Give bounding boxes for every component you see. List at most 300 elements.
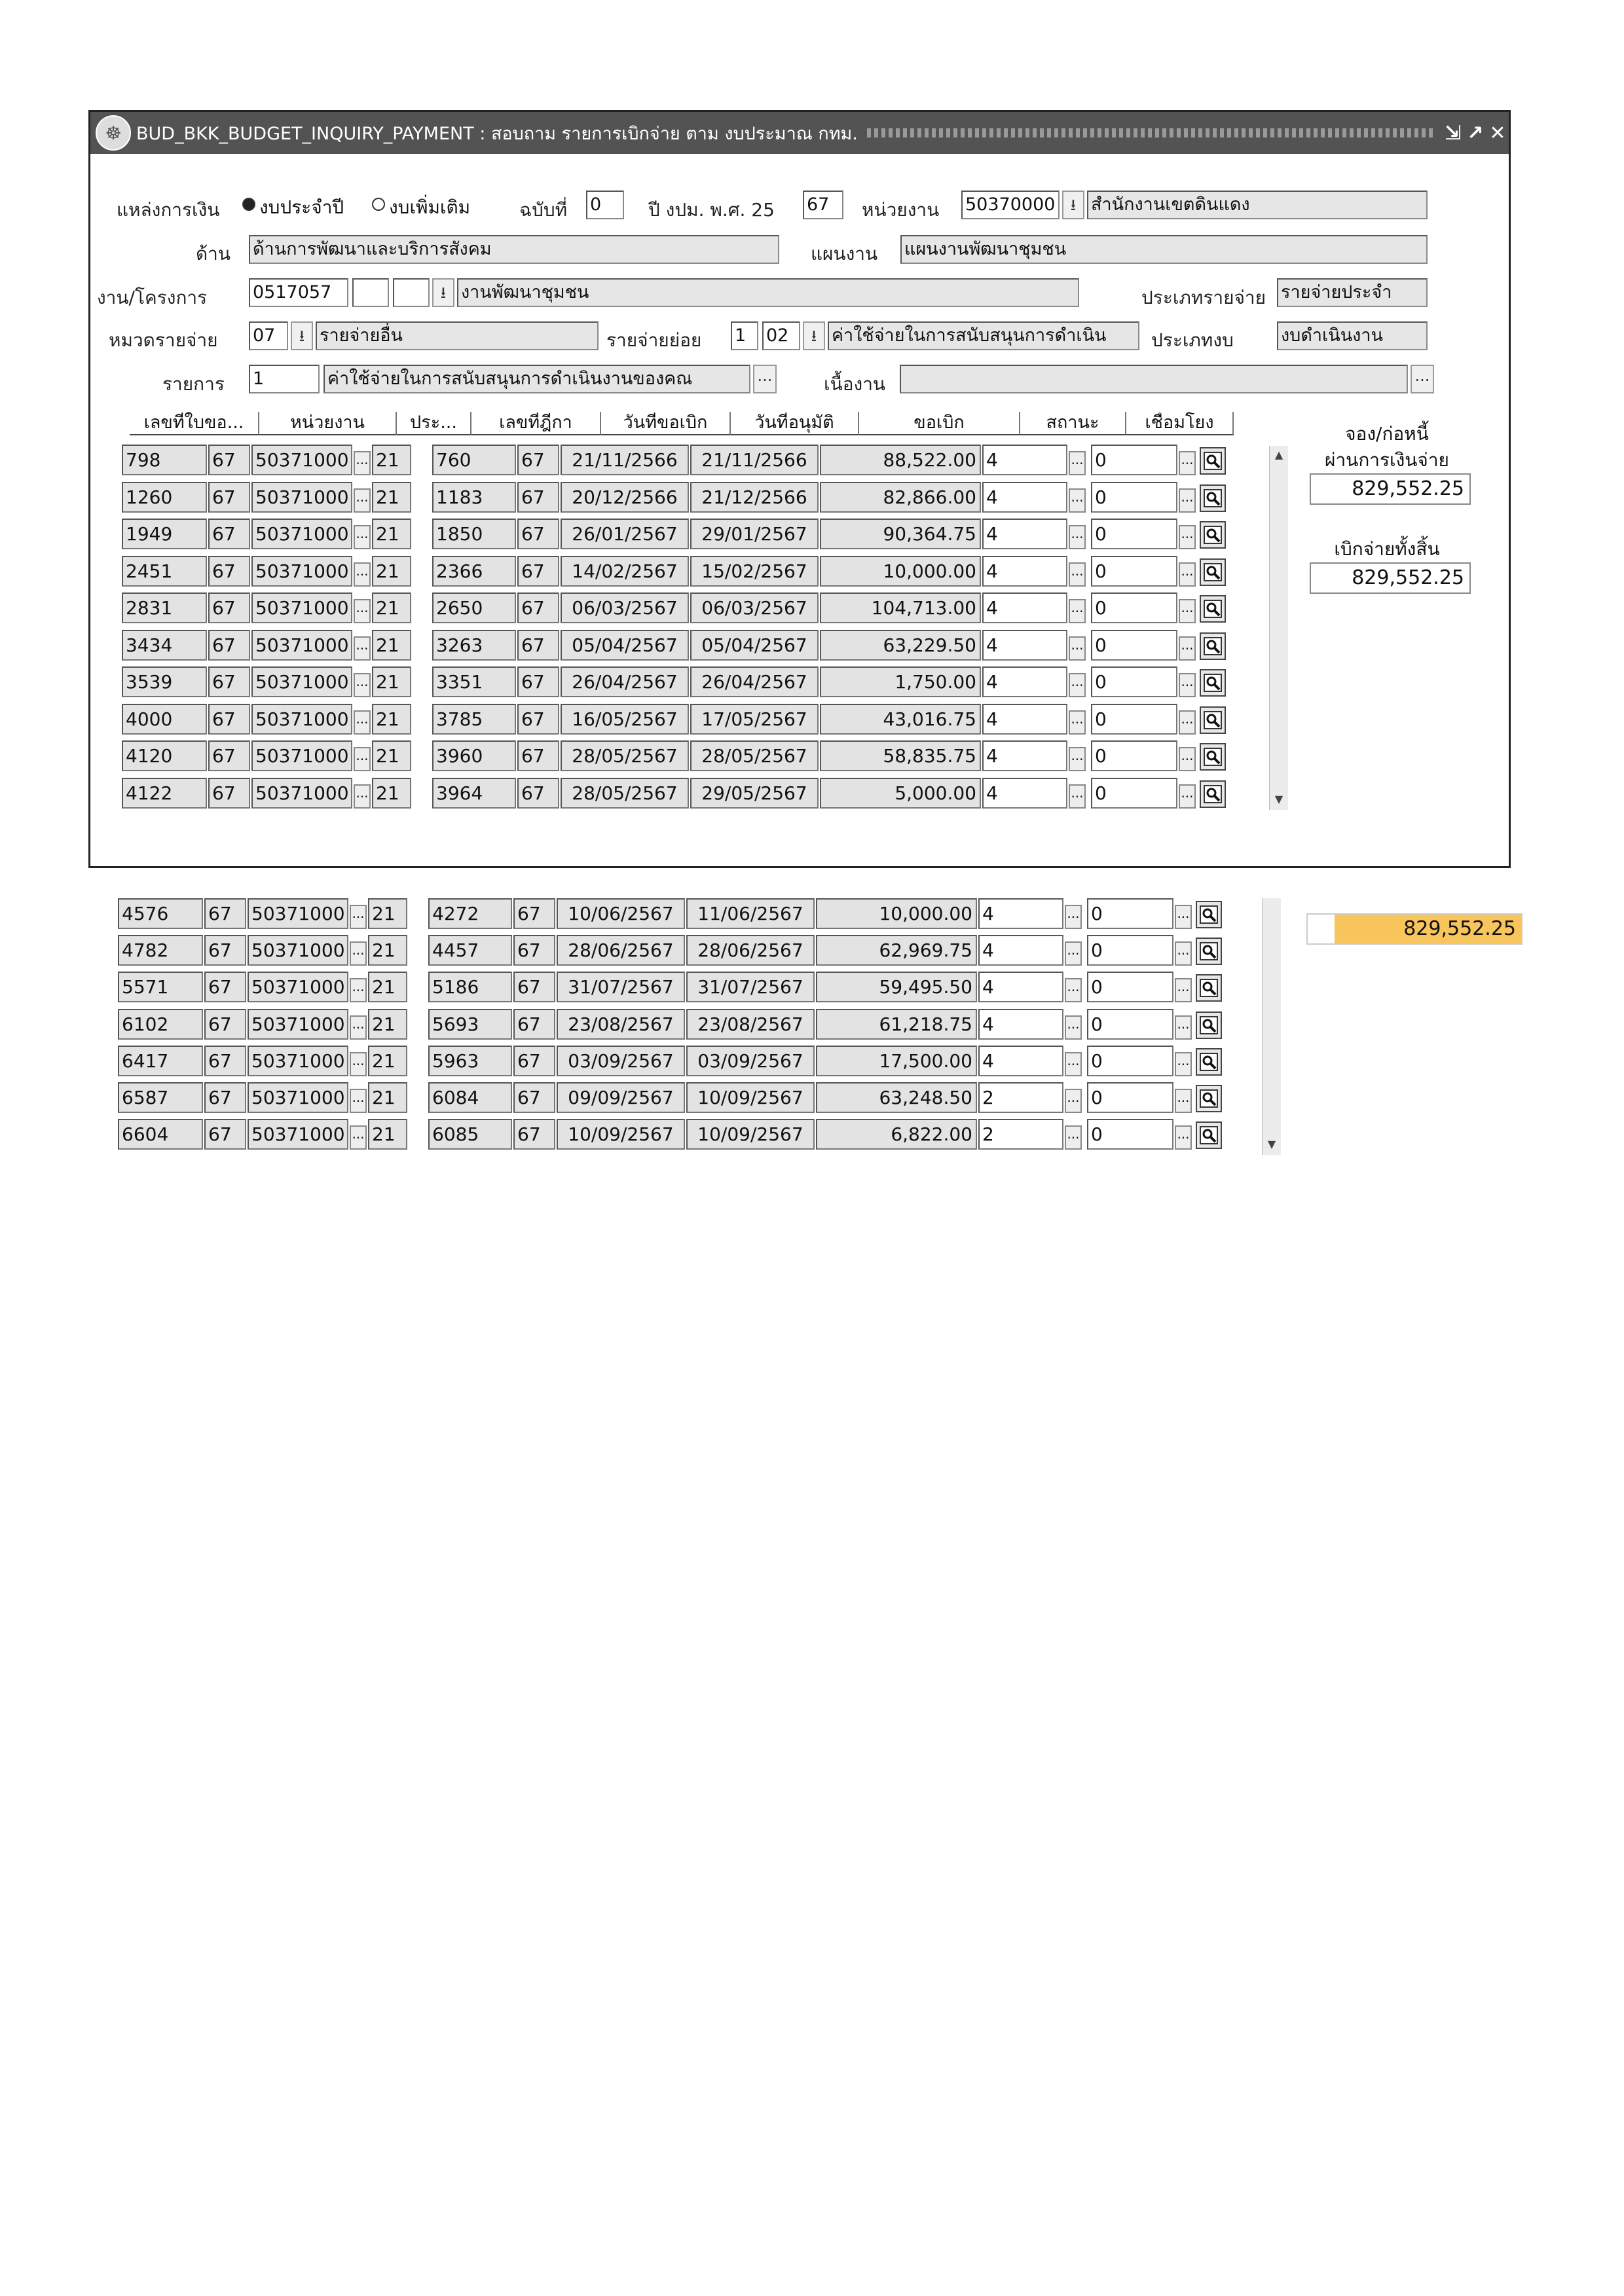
- table-cell[interactable]: 6085: [428, 1119, 512, 1150]
- table-cell[interactable]: 67: [208, 666, 250, 697]
- row-lov-button[interactable]: ...: [354, 636, 371, 661]
- magnifier-icon[interactable]: [1200, 484, 1226, 512]
- row-lov-button[interactable]: ...: [354, 525, 371, 549]
- table-cell[interactable]: 4120: [122, 740, 207, 771]
- table-cell[interactable]: 50371000: [251, 630, 352, 661]
- magnifier-icon[interactable]: [1200, 447, 1226, 475]
- table-cell[interactable]: 28/05/2567: [690, 740, 819, 771]
- table-cell[interactable]: 67: [517, 592, 559, 623]
- minimize-icon[interactable]: ⇲: [1445, 121, 1462, 145]
- table-cell[interactable]: 21: [368, 1119, 407, 1150]
- table-cell[interactable]: 67: [208, 445, 250, 475]
- magnifier-icon[interactable]: [1200, 521, 1226, 549]
- unit-dropdown-icon[interactable]: ⭳: [1062, 191, 1084, 219]
- table-cell[interactable]: 67: [208, 592, 250, 623]
- table-row[interactable]: [118, 1046, 1270, 1078]
- table-cell[interactable]: 20/12/2566: [561, 482, 689, 513]
- table-cell[interactable]: 0: [1087, 1046, 1173, 1076]
- col-header-link[interactable]: เชื่อมโยง: [1126, 412, 1234, 435]
- row-lov-button[interactable]: ...: [1179, 562, 1196, 587]
- table-cell[interactable]: 4: [982, 704, 1067, 735]
- table-cell[interactable]: 67: [513, 972, 555, 1002]
- table-cell[interactable]: 26/04/2567: [690, 666, 819, 697]
- table-cell[interactable]: 4122: [122, 778, 207, 809]
- project-sub-field-1[interactable]: [352, 278, 389, 307]
- col-header-unit[interactable]: หน่วยงาน: [259, 412, 397, 435]
- table-cell[interactable]: 67: [208, 556, 250, 587]
- table-cell[interactable]: 21: [372, 445, 411, 475]
- row-lov-button[interactable]: ...: [1179, 710, 1196, 735]
- table-cell[interactable]: 67: [517, 740, 559, 771]
- row-lov-button[interactable]: ...: [350, 1015, 367, 1040]
- col-header-approve-date[interactable]: วันที่อนุมัติ: [731, 412, 859, 435]
- table-cell[interactable]: 4: [978, 935, 1063, 966]
- table-cell[interactable]: 67: [208, 778, 250, 809]
- table-cell[interactable]: 06/03/2567: [690, 592, 819, 623]
- row-lov-button[interactable]: ...: [1175, 1089, 1192, 1113]
- row-lov-button[interactable]: ...: [1179, 747, 1196, 771]
- table-cell[interactable]: 104,713.00: [820, 592, 981, 623]
- scroll-down-icon[interactable]: ▼: [1267, 1138, 1276, 1150]
- table-cell[interactable]: 0: [1087, 1082, 1173, 1113]
- table-cell[interactable]: 67: [517, 630, 559, 661]
- table-cell[interactable]: 67: [204, 1119, 246, 1150]
- table-cell[interactable]: 4782: [118, 935, 203, 966]
- row-lov-button[interactable]: ...: [1179, 488, 1196, 513]
- row-lov-button[interactable]: ...: [354, 747, 371, 771]
- magnifier-icon[interactable]: [1200, 706, 1226, 734]
- table-cell[interactable]: 63,229.50: [820, 630, 981, 661]
- table-cell[interactable]: 50371000: [251, 445, 352, 475]
- table-cell[interactable]: 0: [1091, 630, 1177, 661]
- table-cell[interactable]: 50371000: [248, 1046, 348, 1076]
- row-lov-button[interactable]: ...: [1175, 1052, 1192, 1076]
- sub-expense-dropdown-icon[interactable]: ⭳: [803, 321, 825, 350]
- table-cell[interactable]: 4272: [428, 898, 512, 929]
- table-cell[interactable]: 58,835.75: [820, 740, 981, 771]
- table-cell[interactable]: 6084: [428, 1082, 512, 1113]
- grid-scrollbar-continued[interactable]: [1262, 898, 1281, 1155]
- col-header-request-no[interactable]: เลขที่ใบขอ...: [130, 412, 259, 435]
- table-cell[interactable]: 10/09/2567: [686, 1119, 815, 1150]
- table-cell[interactable]: 67: [517, 519, 559, 549]
- table-cell[interactable]: 05/04/2567: [561, 630, 689, 661]
- table-row[interactable]: [122, 630, 1274, 663]
- grid-scrollbar[interactable]: [1269, 446, 1288, 810]
- table-cell[interactable]: 10,000.00: [816, 898, 977, 929]
- table-row[interactable]: [118, 972, 1270, 1004]
- table-cell[interactable]: 21: [368, 935, 407, 966]
- table-cell[interactable]: 67: [517, 482, 559, 513]
- row-lov-button[interactable]: ...: [350, 1125, 367, 1150]
- table-cell[interactable]: 21/12/2566: [690, 482, 819, 513]
- row-lov-button[interactable]: ...: [1065, 1052, 1082, 1076]
- magnifier-icon[interactable]: [1196, 974, 1222, 1002]
- table-cell[interactable]: 21: [372, 630, 411, 661]
- row-lov-button[interactable]: ...: [1175, 1125, 1192, 1150]
- table-cell[interactable]: 67: [513, 1009, 555, 1040]
- table-cell[interactable]: 4: [982, 482, 1067, 513]
- table-cell[interactable]: 21: [368, 1046, 407, 1076]
- table-cell[interactable]: 0: [1091, 556, 1177, 587]
- row-lov-button[interactable]: ...: [1179, 636, 1196, 661]
- table-row[interactable]: [122, 740, 1274, 773]
- row-lov-button[interactable]: ...: [1069, 673, 1086, 697]
- table-row[interactable]: [118, 898, 1270, 931]
- table-cell[interactable]: 50371000: [251, 592, 352, 623]
- table-cell[interactable]: 67: [513, 898, 555, 929]
- table-cell[interactable]: 0: [1087, 935, 1173, 966]
- table-cell[interactable]: 0: [1091, 482, 1177, 513]
- table-row[interactable]: [118, 1082, 1270, 1115]
- table-cell[interactable]: 21/11/2566: [561, 445, 689, 475]
- col-header-amount[interactable]: ขอเบิก: [859, 412, 1020, 435]
- table-cell[interactable]: 21: [372, 519, 411, 549]
- table-cell[interactable]: 50371000: [251, 740, 352, 771]
- table-cell[interactable]: 2650: [432, 592, 516, 623]
- table-cell[interactable]: 3434: [122, 630, 207, 661]
- table-cell[interactable]: 21: [372, 556, 411, 587]
- table-row[interactable]: [122, 482, 1274, 515]
- table-cell[interactable]: 03/09/2567: [686, 1046, 815, 1076]
- row-lov-button[interactable]: ...: [1175, 978, 1192, 1002]
- table-cell[interactable]: 5186: [428, 972, 512, 1002]
- row-lov-button[interactable]: ...: [1069, 710, 1086, 735]
- table-cell[interactable]: 21: [372, 778, 411, 809]
- magnifier-icon[interactable]: [1200, 669, 1226, 697]
- row-lov-button[interactable]: ...: [1179, 525, 1196, 549]
- table-row[interactable]: [122, 445, 1274, 477]
- table-cell[interactable]: 4576: [118, 898, 203, 929]
- row-lov-button[interactable]: ...: [354, 562, 371, 587]
- table-cell[interactable]: 43,016.75: [820, 704, 981, 735]
- row-lov-button[interactable]: ...: [1065, 1125, 1082, 1150]
- table-cell[interactable]: 21: [368, 972, 407, 1002]
- row-lov-button[interactable]: ...: [1069, 525, 1086, 549]
- magnifier-icon[interactable]: [1200, 632, 1226, 660]
- issue-field[interactable]: 0: [586, 191, 624, 219]
- table-cell[interactable]: 03/09/2567: [557, 1046, 685, 1076]
- table-cell[interactable]: 0: [1087, 1009, 1173, 1040]
- table-cell[interactable]: 0: [1091, 445, 1177, 475]
- table-cell[interactable]: 31/07/2567: [557, 972, 685, 1002]
- table-cell[interactable]: 06/03/2567: [561, 592, 689, 623]
- table-cell[interactable]: 4: [978, 898, 1063, 929]
- magnifier-icon[interactable]: [1196, 1085, 1222, 1112]
- table-row[interactable]: [118, 935, 1270, 968]
- table-row[interactable]: [122, 704, 1274, 737]
- col-header-voucher-no[interactable]: เลขที่ฎีกา: [471, 412, 601, 435]
- table-cell[interactable]: 0: [1087, 898, 1173, 929]
- magnifier-icon[interactable]: [1200, 743, 1226, 771]
- item-lov-button[interactable]: ...: [753, 365, 777, 393]
- table-cell[interactable]: 0: [1091, 592, 1177, 623]
- table-cell[interactable]: 50371000: [248, 898, 348, 929]
- table-cell[interactable]: 4: [982, 666, 1067, 697]
- table-cell[interactable]: 67: [517, 778, 559, 809]
- table-cell[interactable]: 4: [978, 1046, 1063, 1076]
- table-cell[interactable]: 67: [208, 519, 250, 549]
- row-lov-button[interactable]: ...: [1179, 451, 1196, 475]
- table-cell[interactable]: 2366: [432, 556, 516, 587]
- project-sub-field-2[interactable]: [393, 278, 430, 307]
- table-cell[interactable]: 10/06/2567: [557, 898, 685, 929]
- table-cell[interactable]: 67: [208, 630, 250, 661]
- row-lov-button[interactable]: ...: [1069, 451, 1086, 475]
- table-cell[interactable]: 50371000: [251, 519, 352, 549]
- table-cell[interactable]: 28/06/2567: [557, 935, 685, 966]
- table-cell[interactable]: 4457: [428, 935, 512, 966]
- table-cell[interactable]: 6604: [118, 1119, 203, 1150]
- scroll-down-icon[interactable]: ▼: [1274, 793, 1283, 805]
- row-lov-button[interactable]: ...: [350, 1052, 367, 1076]
- magnifier-icon[interactable]: [1200, 780, 1226, 808]
- table-cell[interactable]: 26/04/2567: [561, 666, 689, 697]
- table-cell[interactable]: 28/05/2567: [561, 778, 689, 809]
- table-cell[interactable]: 21/11/2566: [690, 445, 819, 475]
- row-lov-button[interactable]: ...: [1069, 562, 1086, 587]
- table-cell[interactable]: 50371000: [251, 704, 352, 735]
- fiscal-year-field[interactable]: 67: [803, 191, 843, 219]
- table-cell[interactable]: 2831: [122, 592, 207, 623]
- table-cell[interactable]: 63,248.50: [816, 1082, 977, 1113]
- table-cell[interactable]: 67: [204, 898, 246, 929]
- table-cell[interactable]: 4: [978, 972, 1063, 1002]
- row-lov-button[interactable]: ...: [354, 710, 371, 735]
- table-cell[interactable]: 50371000: [248, 1119, 348, 1150]
- table-cell[interactable]: 760: [432, 445, 516, 475]
- table-row[interactable]: [122, 556, 1274, 589]
- table-cell[interactable]: 67: [517, 445, 559, 475]
- row-lov-button[interactable]: ...: [350, 978, 367, 1002]
- table-cell[interactable]: 50371000: [248, 935, 348, 966]
- table-cell[interactable]: 0: [1091, 666, 1177, 697]
- table-cell[interactable]: 67: [204, 972, 246, 1002]
- row-lov-button[interactable]: ...: [1069, 784, 1086, 809]
- table-cell[interactable]: 67: [517, 666, 559, 697]
- table-cell[interactable]: 17,500.00: [816, 1046, 977, 1076]
- sub-expense-code2-field[interactable]: 02: [762, 321, 800, 350]
- row-lov-button[interactable]: ...: [1069, 747, 1086, 771]
- row-lov-button[interactable]: ...: [354, 673, 371, 697]
- table-cell[interactable]: 67: [204, 1046, 246, 1076]
- table-cell[interactable]: 3964: [432, 778, 516, 809]
- table-cell[interactable]: 67: [204, 1082, 246, 1113]
- table-cell[interactable]: 21: [372, 740, 411, 771]
- table-cell[interactable]: 5,000.00: [820, 778, 981, 809]
- row-lov-button[interactable]: ...: [1175, 905, 1192, 929]
- table-cell[interactable]: 67: [208, 704, 250, 735]
- table-cell[interactable]: 5693: [428, 1009, 512, 1040]
- table-cell[interactable]: 67: [513, 1082, 555, 1113]
- row-lov-button[interactable]: ...: [354, 451, 371, 475]
- table-cell[interactable]: 4: [982, 630, 1067, 661]
- col-header-type[interactable]: ประ...: [397, 412, 471, 435]
- table-cell[interactable]: 21: [368, 898, 407, 929]
- row-lov-button[interactable]: ...: [350, 1089, 367, 1113]
- magnifier-icon[interactable]: [1196, 938, 1222, 965]
- project-dropdown-icon[interactable]: ⭳: [432, 278, 454, 307]
- table-cell[interactable]: 3351: [432, 666, 516, 697]
- table-cell[interactable]: 29/05/2567: [690, 778, 819, 809]
- table-cell[interactable]: 11/06/2567: [686, 898, 815, 929]
- unit-code-field[interactable]: 50370000: [961, 191, 1060, 219]
- magnifier-icon[interactable]: [1200, 595, 1226, 623]
- table-cell[interactable]: 0: [1087, 1119, 1173, 1150]
- row-lov-button[interactable]: ...: [1065, 1089, 1082, 1113]
- close-icon[interactable]: ✕: [1489, 121, 1506, 145]
- table-cell[interactable]: 10/09/2567: [686, 1082, 815, 1113]
- table-cell[interactable]: 21: [372, 666, 411, 697]
- table-cell[interactable]: 67: [204, 1009, 246, 1040]
- table-cell[interactable]: 31/07/2567: [686, 972, 815, 1002]
- table-row[interactable]: [122, 519, 1274, 551]
- table-cell[interactable]: 50371000: [251, 778, 352, 809]
- table-cell[interactable]: 4: [982, 592, 1067, 623]
- project-code-field[interactable]: 0517057: [249, 278, 348, 307]
- sub-expense-code1-field[interactable]: 1: [731, 321, 758, 350]
- table-cell[interactable]: 50371000: [248, 1009, 348, 1040]
- table-cell[interactable]: 1,750.00: [820, 666, 981, 697]
- row-lov-button[interactable]: ...: [350, 941, 367, 966]
- table-cell[interactable]: 0: [1091, 740, 1177, 771]
- table-cell[interactable]: 4: [982, 445, 1067, 475]
- table-cell[interactable]: 67: [208, 740, 250, 771]
- magnifier-icon[interactable]: [1196, 1048, 1222, 1076]
- table-cell[interactable]: 1260: [122, 482, 207, 513]
- magnifier-icon[interactable]: [1196, 1011, 1222, 1039]
- table-cell[interactable]: 4: [982, 519, 1067, 549]
- row-lov-button[interactable]: ...: [1069, 599, 1086, 623]
- table-cell[interactable]: 88,522.00: [820, 445, 981, 475]
- table-cell[interactable]: 1183: [432, 482, 516, 513]
- table-cell[interactable]: 21: [372, 592, 411, 623]
- table-cell[interactable]: 0: [1091, 704, 1177, 735]
- table-cell[interactable]: 67: [513, 1119, 555, 1150]
- row-lov-button[interactable]: ...: [1065, 1015, 1082, 1040]
- category-code-field[interactable]: 07: [249, 321, 288, 350]
- table-cell[interactable]: 67: [513, 935, 555, 966]
- table-cell[interactable]: 26/01/2567: [561, 519, 689, 549]
- table-cell[interactable]: 4000: [122, 704, 207, 735]
- table-cell[interactable]: 4: [982, 778, 1067, 809]
- table-cell[interactable]: 82,866.00: [820, 482, 981, 513]
- row-lov-button[interactable]: ...: [1069, 636, 1086, 661]
- table-cell[interactable]: 14/02/2567: [561, 556, 689, 587]
- row-lov-button[interactable]: ...: [354, 488, 371, 513]
- table-cell[interactable]: 67: [204, 935, 246, 966]
- table-cell[interactable]: 0: [1091, 519, 1177, 549]
- radio-additional-budget[interactable]: [372, 193, 470, 222]
- table-cell[interactable]: 59,495.50: [816, 972, 977, 1002]
- table-row[interactable]: [122, 778, 1274, 811]
- table-cell[interactable]: 4: [978, 1009, 1063, 1040]
- col-header-request-date[interactable]: วันที่ขอเบิก: [601, 412, 731, 435]
- table-cell[interactable]: 16/05/2567: [561, 704, 689, 735]
- row-lov-button[interactable]: ...: [354, 599, 371, 623]
- table-cell[interactable]: 1850: [432, 519, 516, 549]
- table-cell[interactable]: 50371000: [251, 556, 352, 587]
- row-lov-button[interactable]: ...: [1065, 941, 1082, 966]
- table-cell[interactable]: 0: [1087, 972, 1173, 1002]
- table-cell[interactable]: 6587: [118, 1082, 203, 1113]
- table-cell[interactable]: 3785: [432, 704, 516, 735]
- table-cell[interactable]: 6417: [118, 1046, 203, 1076]
- table-cell[interactable]: 23/08/2567: [557, 1009, 685, 1040]
- table-cell[interactable]: 61,218.75: [816, 1009, 977, 1040]
- table-cell[interactable]: 17/05/2567: [690, 704, 819, 735]
- table-cell[interactable]: 3539: [122, 666, 207, 697]
- scroll-up-icon[interactable]: ▲: [1274, 448, 1283, 461]
- table-cell[interactable]: 21: [368, 1009, 407, 1040]
- row-lov-button[interactable]: ...: [1065, 905, 1082, 929]
- table-row[interactable]: [118, 1119, 1270, 1152]
- magnifier-icon[interactable]: [1200, 558, 1226, 586]
- table-row[interactable]: [122, 592, 1274, 625]
- maximize-icon[interactable]: ↗: [1467, 121, 1484, 145]
- item-code-field[interactable]: 1: [249, 365, 320, 393]
- table-cell[interactable]: 5963: [428, 1046, 512, 1076]
- table-cell[interactable]: 1949: [122, 519, 207, 549]
- table-cell[interactable]: 0: [1091, 778, 1177, 809]
- table-row[interactable]: [118, 1009, 1270, 1042]
- table-cell[interactable]: 50371000: [251, 482, 352, 513]
- radio-annual-budget[interactable]: [242, 193, 344, 222]
- row-lov-button[interactable]: ...: [1179, 599, 1196, 623]
- table-cell[interactable]: 28/06/2567: [686, 935, 815, 966]
- row-lov-button[interactable]: ...: [1069, 488, 1086, 513]
- table-cell[interactable]: 62,969.75: [816, 935, 977, 966]
- table-cell[interactable]: 09/09/2567: [557, 1082, 685, 1113]
- table-cell[interactable]: 67: [517, 704, 559, 735]
- table-cell[interactable]: 798: [122, 445, 207, 475]
- table-cell[interactable]: 90,364.75: [820, 519, 981, 549]
- category-dropdown-icon[interactable]: ⭳: [291, 321, 313, 350]
- table-cell[interactable]: 05/04/2567: [690, 630, 819, 661]
- table-cell[interactable]: 2: [978, 1082, 1063, 1113]
- table-cell[interactable]: 50371000: [251, 666, 352, 697]
- table-row[interactable]: [122, 666, 1274, 699]
- table-cell[interactable]: 28/05/2567: [561, 740, 689, 771]
- table-cell[interactable]: 6102: [118, 1009, 203, 1040]
- table-cell[interactable]: 4: [982, 556, 1067, 587]
- table-cell[interactable]: 29/01/2567: [690, 519, 819, 549]
- magnifier-icon[interactable]: [1196, 1121, 1222, 1149]
- table-cell[interactable]: 67: [513, 1046, 555, 1076]
- table-cell[interactable]: 23/08/2567: [686, 1009, 815, 1040]
- row-lov-button[interactable]: ...: [1179, 784, 1196, 809]
- magnifier-icon[interactable]: [1196, 901, 1222, 928]
- table-cell[interactable]: 10/09/2567: [557, 1119, 685, 1150]
- table-cell[interactable]: 4: [982, 740, 1067, 771]
- table-cell[interactable]: 6,822.00: [816, 1119, 977, 1150]
- table-cell[interactable]: 21: [368, 1082, 407, 1113]
- row-lov-button[interactable]: ...: [350, 905, 367, 929]
- table-cell[interactable]: 3263: [432, 630, 516, 661]
- table-cell[interactable]: 3960: [432, 740, 516, 771]
- row-lov-button[interactable]: ...: [1179, 673, 1196, 697]
- title-bar[interactable]: [90, 112, 1509, 154]
- table-cell[interactable]: 10,000.00: [820, 556, 981, 587]
- row-lov-button[interactable]: ...: [1175, 1015, 1192, 1040]
- table-cell[interactable]: 50371000: [248, 1082, 348, 1113]
- col-header-status[interactable]: สถานะ: [1020, 412, 1126, 435]
- row-lov-button[interactable]: ...: [354, 784, 371, 809]
- table-cell[interactable]: 15/02/2567: [690, 556, 819, 587]
- content-lov-button[interactable]: ...: [1411, 365, 1434, 393]
- table-cell[interactable]: 2451: [122, 556, 207, 587]
- table-cell[interactable]: 67: [208, 482, 250, 513]
